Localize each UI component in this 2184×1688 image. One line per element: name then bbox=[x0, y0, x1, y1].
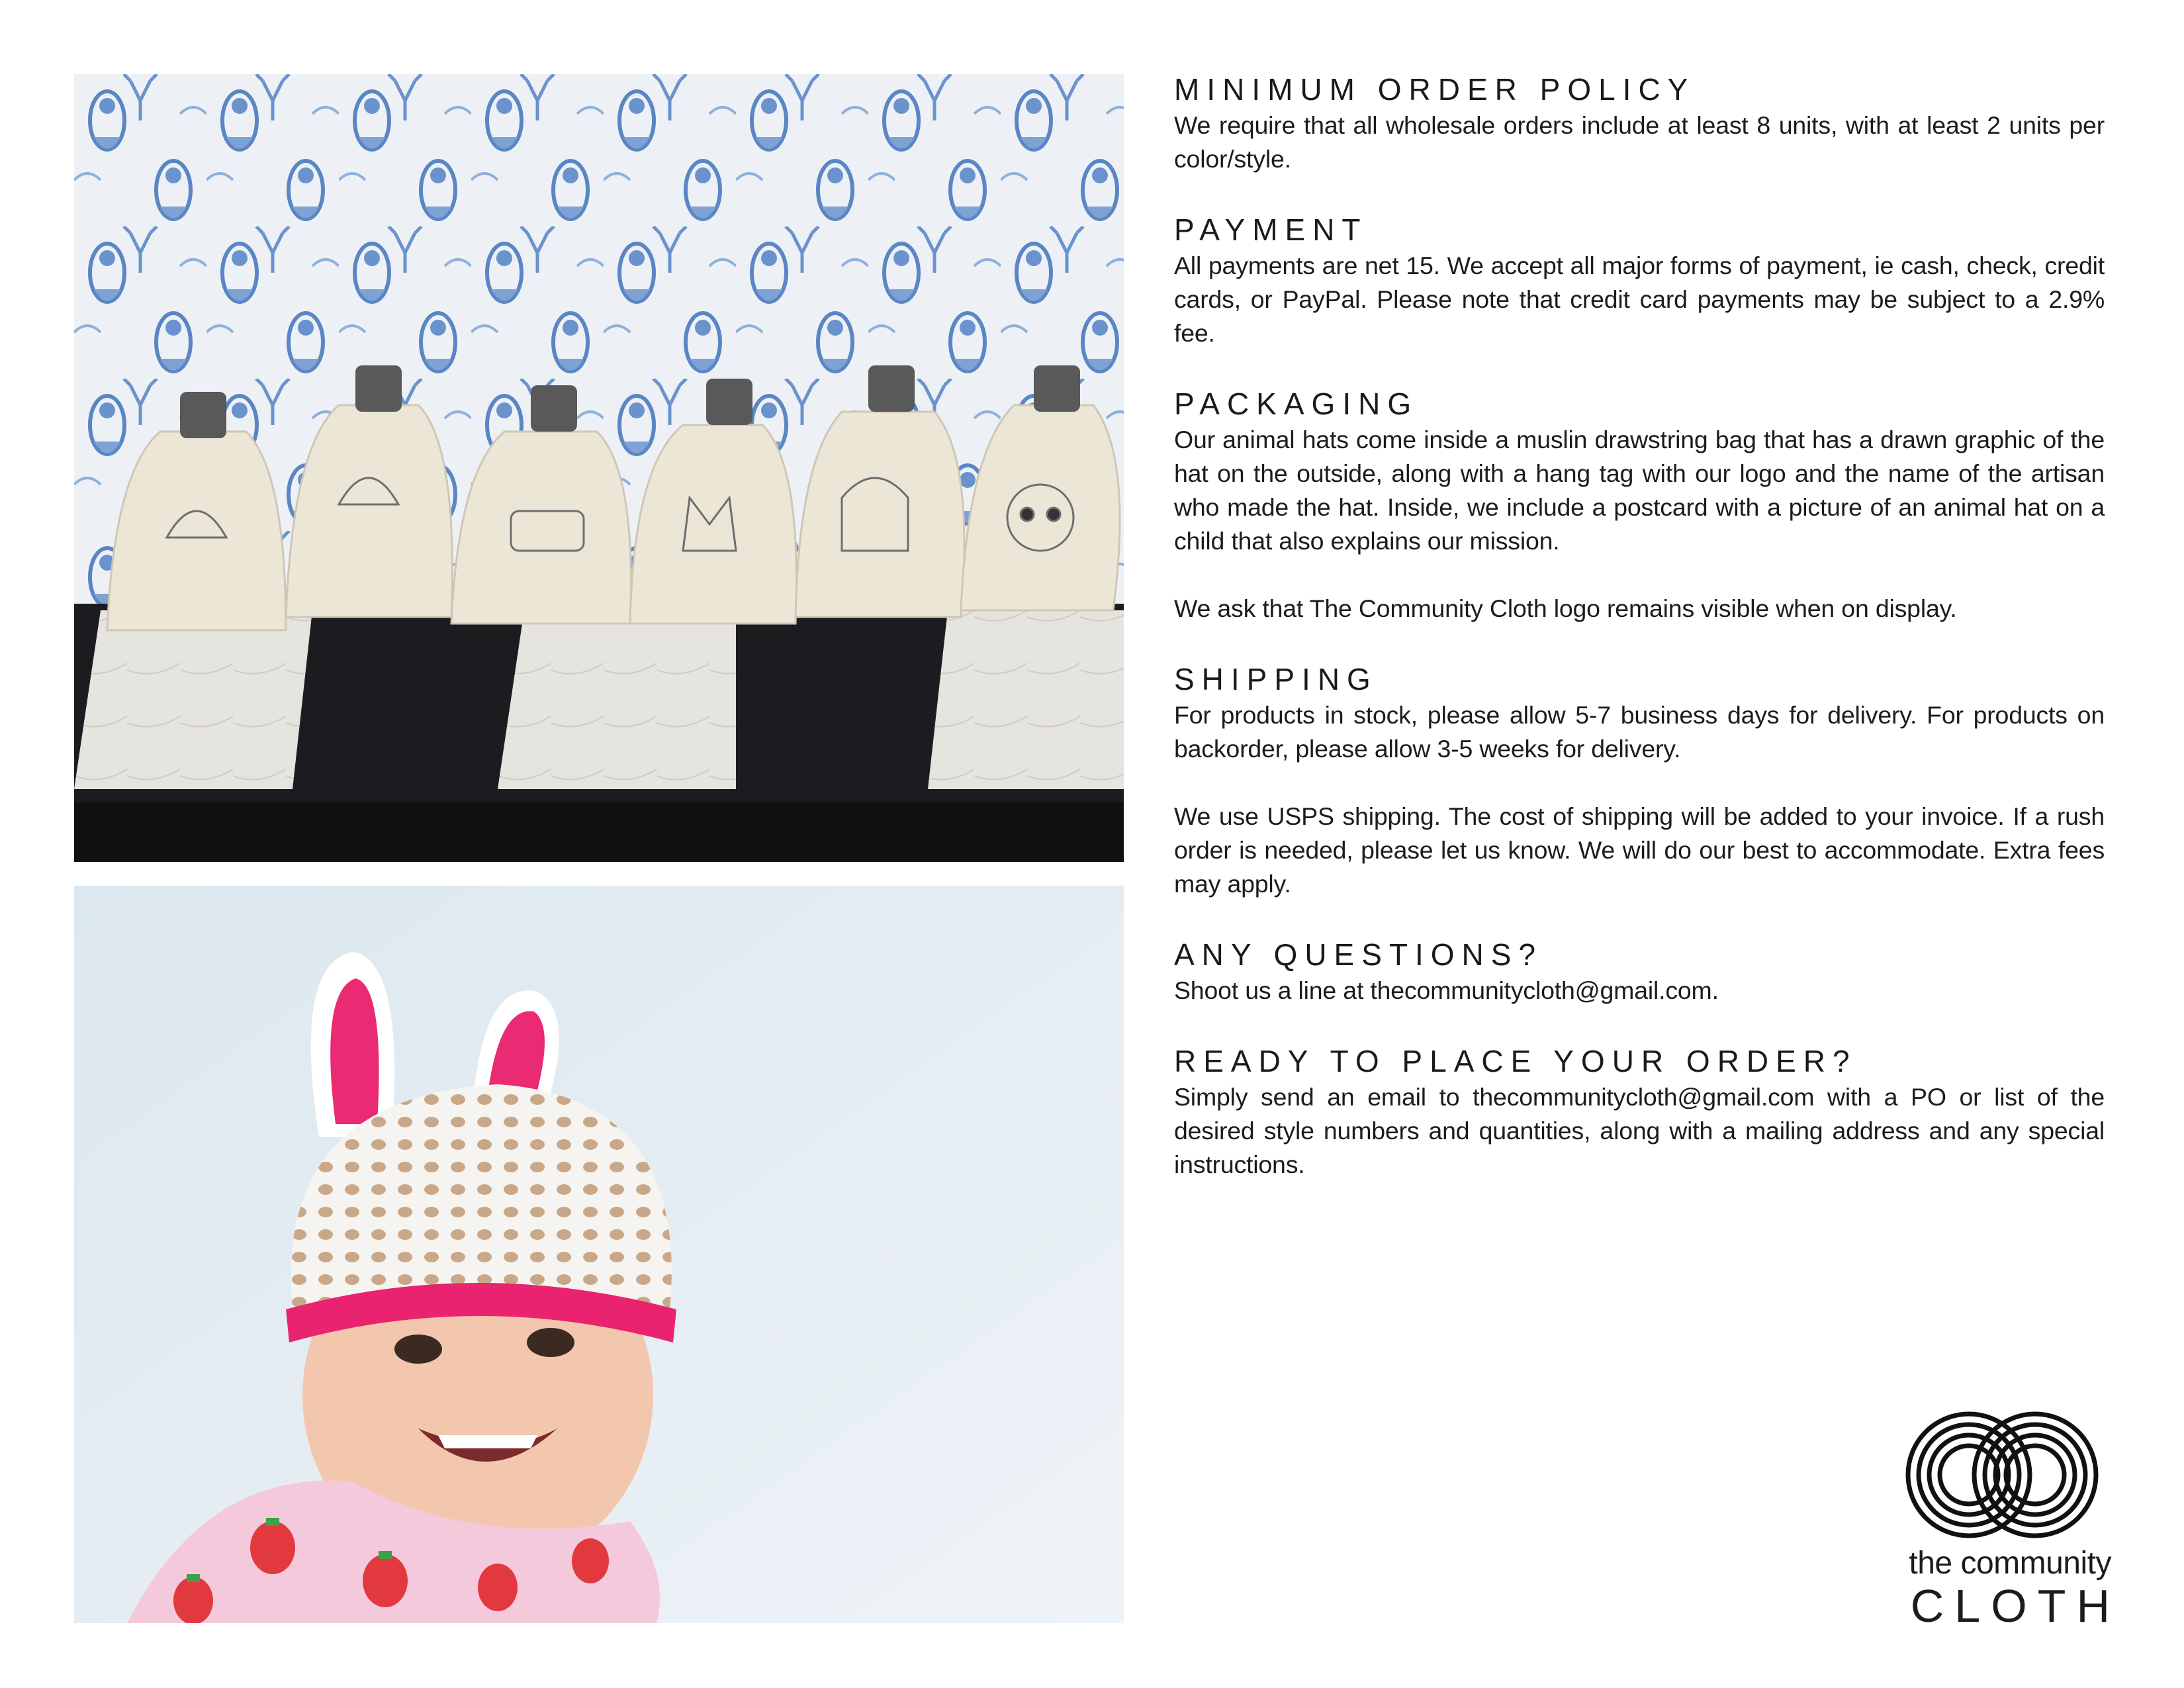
policy-section bbox=[1174, 935, 2105, 1008]
policy-section bbox=[1174, 70, 2105, 176]
section-heading: PAYMENT bbox=[1174, 212, 1368, 247]
section-paragraph: All payments are net 15. We accept all major forms of payment, ie cash, check, credit cards, or PayPal. Please note that credit card payments may be subject to a 2.9% fee. bbox=[1174, 252, 2105, 347]
section-heading: SHIPPING bbox=[1174, 662, 1378, 696]
section-heading: MINIMUM ORDER POLICY bbox=[1174, 72, 1696, 107]
section-paragraph: Simply send an email to thecommunitycloth@gmail.com with a PO or list of the desired style numbers and quantities, along with a mailing address and any special instructions. bbox=[1174, 1083, 2105, 1178]
photo-hat-bags-on-counter bbox=[74, 74, 1124, 862]
logo-text-line2: CLOTH bbox=[1910, 1580, 2120, 1632]
section-heading: PACKAGING bbox=[1174, 387, 1419, 421]
section-paragraph: Shoot us a line at thecommunitycloth@gmail.com. bbox=[1174, 976, 1719, 1004]
section-paragraph: Our animal hats come inside a muslin drawstring bag that has a drawn graphic of the hat on the outside, along with a hang tag with our logo and the name of the artisan who made the hat. Inside, we include a postcard with a picture of an animal hat on a child that also explains our mission. bbox=[1174, 426, 2105, 555]
policy-section bbox=[1174, 660, 2105, 901]
section-paragraph: For products in stock, please allow 5-7 business days for delivery. For products on backorder, please allow 3-5 weeks for delivery. bbox=[1174, 701, 2105, 763]
section-heading: READY TO PLACE YOUR ORDER? bbox=[1174, 1044, 1857, 1078]
section-paragraph: We use USPS shipping. The cost of shipping will be added to your invoice. If a rush order is needed, please let us know. We will do our best to accommodate. Extra fees may apply. bbox=[1174, 802, 2105, 898]
policy-section bbox=[1174, 1042, 2105, 1182]
section-heading: ANY QUESTIONS? bbox=[1174, 937, 1543, 972]
logo-text-line1: the community bbox=[1909, 1546, 2111, 1581]
policy-section bbox=[1174, 211, 2105, 350]
policy-section bbox=[1174, 385, 2105, 626]
interlocking-rings-icon bbox=[1896, 1409, 2108, 1541]
community-cloth-logo bbox=[1893, 1409, 2120, 1632]
section-paragraph: We ask that The Community Cloth logo remains visible when on display. bbox=[1174, 594, 1957, 622]
policy-content bbox=[1174, 70, 2105, 1216]
photo-child-bunny-hat bbox=[74, 886, 1124, 1623]
section-paragraph: We require that all wholesale orders include at least 8 units, with at least 2 units per color/style. bbox=[1174, 111, 2105, 173]
